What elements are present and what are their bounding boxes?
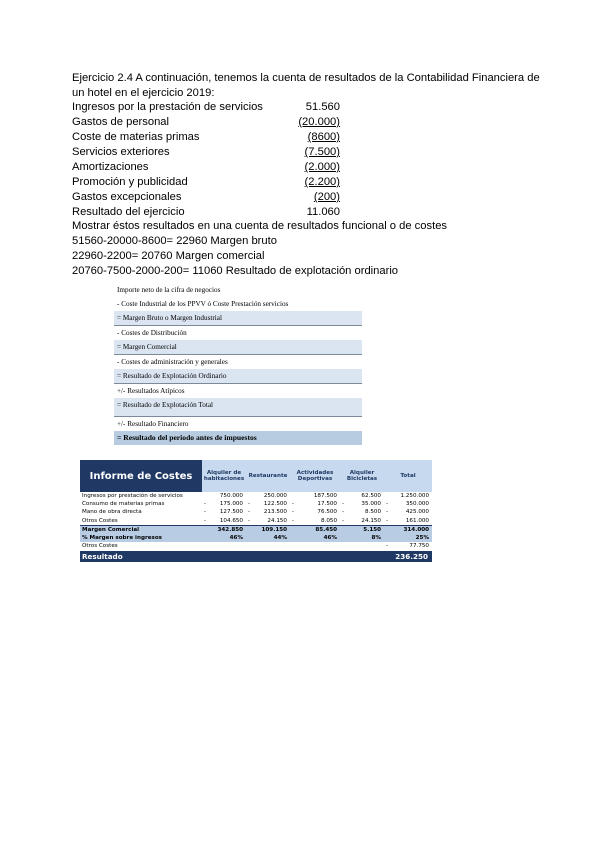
- minus-sign: -: [292, 509, 295, 516]
- cost-value: 350.000: [405, 501, 429, 508]
- minus-sign: -: [248, 517, 251, 524]
- cost-cell: [340, 542, 384, 550]
- statement-label: Gastos de personal: [72, 116, 170, 128]
- cost-value: 24.150: [361, 517, 381, 524]
- cost-value: 109.150: [261, 526, 287, 533]
- cost-cell: [290, 542, 340, 550]
- functional-row: = Resultado de Explotación Total: [114, 398, 362, 417]
- cost-value: 25%: [415, 534, 429, 541]
- cost-cell: [384, 534, 432, 542]
- statement-label: Gastos excepcionales: [72, 191, 182, 203]
- statement-label: Amortizaciones: [72, 161, 149, 173]
- cost-row: [80, 492, 432, 500]
- cost-row-label: Margen Comercial: [82, 526, 140, 533]
- minus-sign: -: [204, 509, 207, 516]
- cost-cell: [202, 492, 246, 500]
- cost-value: 342.850: [217, 526, 243, 533]
- cost-cell: [246, 492, 290, 500]
- column-header: Alquiler Bicicletas: [340, 460, 384, 492]
- cost-value: 44%: [273, 534, 287, 541]
- cost-cell: [340, 517, 384, 525]
- cost-report-title: Informe de Costes: [80, 460, 202, 492]
- text-line: 51560-20000-8600= 22960 Margen bruto: [72, 235, 277, 247]
- statement-row: [72, 190, 372, 205]
- result-row: [80, 551, 432, 562]
- cost-value: 76.500: [317, 509, 337, 516]
- cost-value: 213.500: [263, 509, 287, 516]
- cost-value: 35.000: [361, 501, 381, 508]
- cost-cell: [384, 517, 432, 525]
- cost-value: 46%: [323, 534, 337, 541]
- functional-row: - Coste Industrial de los PPVV ó Coste Prestación servicios: [114, 297, 362, 311]
- minus-sign: -: [204, 517, 207, 524]
- cost-row: [80, 500, 432, 508]
- statement-row: [72, 115, 372, 130]
- cost-cell: [202, 517, 246, 525]
- cost-value: 314.000: [403, 526, 429, 533]
- statement-row: [72, 100, 372, 115]
- cost-value: 8.500: [364, 509, 381, 516]
- statement-value: (2.200): [304, 176, 340, 188]
- cost-row: [80, 508, 432, 516]
- functional-row: - Costes de Distribución: [114, 326, 362, 340]
- cost-cell: [384, 492, 432, 500]
- text-line: 20760-7500-2000-200= 11060 Resultado de explotación ordinario: [72, 265, 399, 277]
- cost-cell: [246, 508, 290, 516]
- statement-row: [72, 175, 372, 190]
- column-header: Restaurante: [246, 460, 290, 492]
- functional-row: +/- Resultados Atípicos: [114, 384, 362, 398]
- cost-cell: [384, 500, 432, 508]
- exercise-intro: Ejercicio 2.4 A continuación, tenemos la cuenta de resultados de la Contabilidad Financiera de un hotel en el ejercicio 2019:: [72, 72, 540, 99]
- cost-value: 17.500: [317, 501, 337, 508]
- cost-value: 250.000: [263, 493, 287, 499]
- cost-cell: [246, 526, 290, 534]
- cost-value: 5.150: [363, 526, 381, 533]
- cost-row-label: Ingresos por prestación de servicios: [82, 493, 183, 499]
- cost-cell: [246, 500, 290, 508]
- column-header: Actividades Deportivas: [290, 460, 340, 492]
- cost-cell: [340, 492, 384, 500]
- cost-report-header: [80, 460, 432, 492]
- cost-value: 46%: [229, 534, 243, 541]
- cost-value: 8%: [371, 534, 381, 541]
- result-label: Resultado: [82, 552, 123, 562]
- cost-cell: [202, 508, 246, 516]
- cost-cell: [246, 542, 290, 550]
- cost-row: [80, 526, 432, 534]
- cost-cell: [202, 534, 246, 542]
- functional-row: +/- Resultado Financiero: [114, 417, 362, 431]
- statement-label: Coste de materias primas: [72, 131, 200, 143]
- cost-cell: [340, 508, 384, 516]
- statement-label: Servicios exteriores: [72, 146, 170, 158]
- cost-cell: [340, 534, 384, 542]
- column-header: Alquiler de habitaciones: [202, 460, 246, 492]
- statement-value: (2.000): [304, 161, 340, 173]
- cost-value: 77.750: [409, 543, 429, 550]
- minus-sign: -: [292, 517, 295, 524]
- cost-value: 161.000: [405, 517, 429, 524]
- minus-sign: -: [292, 501, 295, 508]
- minus-sign: -: [342, 501, 345, 508]
- cost-row: [80, 534, 432, 542]
- cost-row-label: % Margen sobre ingresos: [82, 534, 163, 541]
- minus-sign: -: [248, 501, 251, 508]
- cost-row: [80, 542, 432, 550]
- statement-value: (200): [313, 191, 340, 203]
- cost-value: 122.500: [263, 501, 287, 508]
- functional-row: = Margen Comercial: [114, 340, 362, 355]
- functional-row: = Margen Bruto o Margen Industrial: [114, 311, 362, 326]
- minus-sign: -: [204, 501, 207, 508]
- minus-sign: -: [342, 517, 345, 524]
- text-line: Mostrar éstos resultados en una cuenta de resultados funcional o de costes: [72, 220, 448, 232]
- statement-row: [72, 160, 372, 175]
- statement-value: (20.000): [298, 116, 340, 128]
- cost-value: 8.050: [320, 517, 337, 524]
- cost-cell: [384, 526, 432, 534]
- solution-lines: [72, 219, 542, 279]
- cost-cell: [246, 517, 290, 525]
- cost-cell: [290, 492, 340, 500]
- cost-cell: [290, 517, 340, 525]
- cost-cell: [202, 526, 246, 534]
- text-line: 22960-2200= 20760 Margen comercial: [72, 250, 265, 262]
- cost-cell: [246, 534, 290, 542]
- cost-row: [80, 517, 432, 526]
- functional-row: = Resultado de Explotación Ordinario: [114, 369, 362, 384]
- cost-value: 750.000: [219, 493, 243, 499]
- minus-sign: -: [386, 509, 389, 516]
- cost-cell: [340, 526, 384, 534]
- cost-report-table: [80, 460, 432, 562]
- functional-row: = Resultado del periodo antes de impuestos: [114, 431, 362, 445]
- statement-row: [72, 205, 372, 220]
- cost-cell: [290, 526, 340, 534]
- minus-sign: -: [342, 509, 345, 516]
- cost-value: 62.500: [361, 493, 381, 499]
- cost-value: 1.250.000: [400, 493, 429, 499]
- minus-sign: -: [386, 543, 389, 550]
- column-header: Total: [384, 460, 432, 492]
- statement-label: Ingresos por la prestación de servicios: [72, 101, 263, 113]
- minus-sign: -: [248, 509, 251, 516]
- cost-value: 425.000: [405, 509, 429, 516]
- cost-cell: [384, 508, 432, 516]
- cost-cell: [384, 542, 432, 550]
- result-value: 236.250: [395, 552, 428, 562]
- cost-cell: [290, 534, 340, 542]
- cost-report-body: [80, 492, 432, 550]
- cost-cell: [202, 542, 246, 550]
- statement-value: 51.560: [305, 101, 340, 113]
- statement-value: (7.500): [304, 146, 340, 158]
- cost-cell: [290, 500, 340, 508]
- cost-row-label: Mano de obra directa: [82, 509, 142, 516]
- functional-row: - Costes de administración y generales: [114, 355, 362, 369]
- statement-label: Promoción y publicidad: [72, 176, 188, 188]
- cost-row-label: Otros Costes: [82, 517, 118, 524]
- cost-cell: [202, 500, 246, 508]
- cost-value: 187.500: [313, 493, 337, 499]
- cost-cell: [340, 500, 384, 508]
- cost-value: 175.000: [219, 501, 243, 508]
- cost-value: 104.650: [219, 517, 243, 524]
- cost-value: 24.150: [267, 517, 287, 524]
- cost-value: 127.500: [219, 509, 243, 516]
- income-statement: [72, 100, 372, 220]
- statement-value: (8600): [307, 131, 340, 143]
- statement-row: [72, 130, 372, 145]
- statement-label: Resultado del ejercicio: [72, 206, 185, 218]
- functional-income-statement: [114, 283, 362, 445]
- statement-value: 11.060: [306, 206, 340, 218]
- functional-row: Importe neto de la cifra de negocios: [117, 286, 221, 294]
- minus-sign: -: [386, 517, 389, 524]
- cost-row-label: Consumo de materias primas: [82, 501, 165, 508]
- cost-cell: [290, 508, 340, 516]
- statement-row: [72, 145, 372, 160]
- minus-sign: -: [386, 501, 389, 508]
- cost-row-label: Otros Costes: [82, 543, 118, 550]
- cost-value: 85.450: [315, 526, 337, 533]
